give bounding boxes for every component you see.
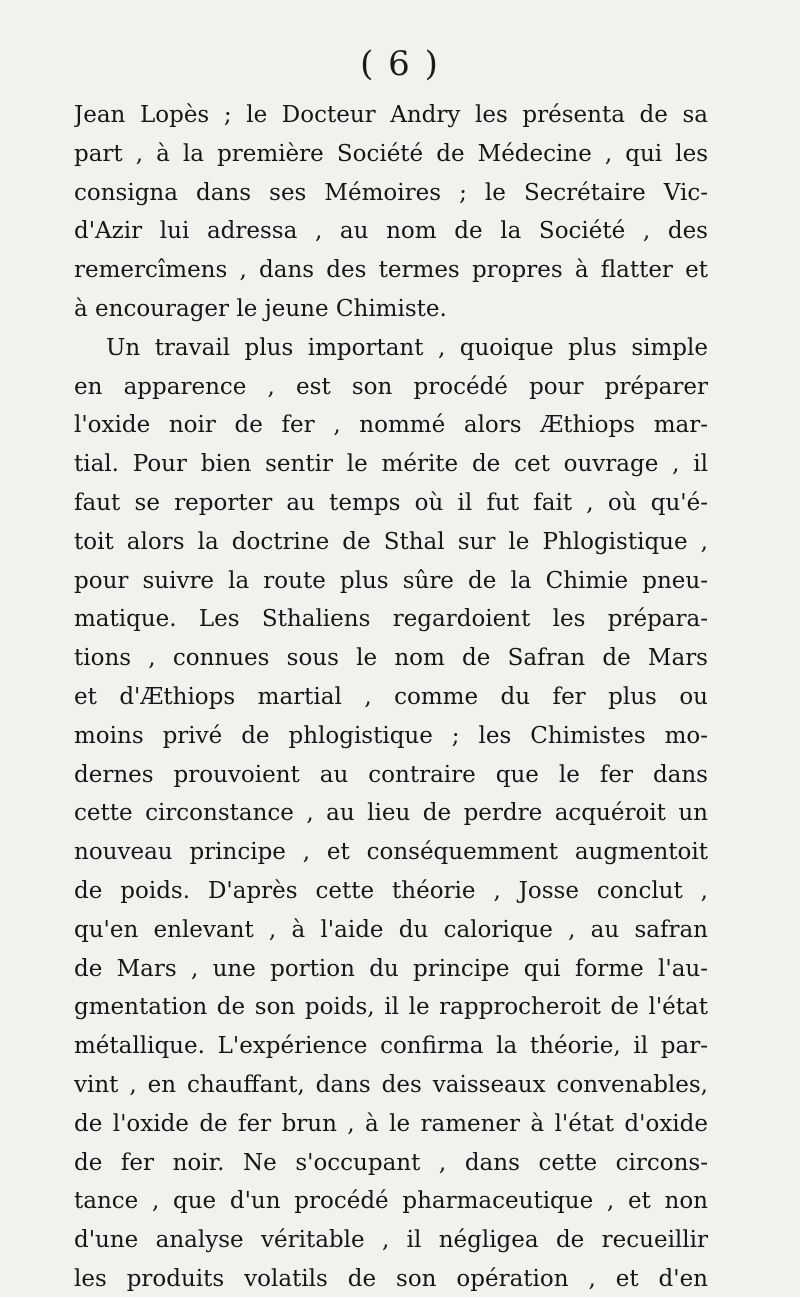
- text-line: tial. Pour bien sentir le mérite de cet ouvrage , il: [74, 451, 708, 478]
- text-line: et d'Æthiops martial , comme du fer plus ou: [74, 683, 708, 710]
- text-line: d'une analyse véritable , il négligea de recueillir: [74, 1227, 708, 1254]
- text-line: en apparence , est son procédé pour préparer: [74, 373, 708, 400]
- text-line: à encourager le jeune Chimiste.: [74, 295, 447, 322]
- text-line: cette circonstance , au lieu de perdre acquéroit un: [74, 800, 708, 827]
- page-number: ( 6 ): [360, 44, 440, 84]
- text-line: consigna dans ses Mémoires ; le Secrétaire Vic-: [74, 179, 708, 206]
- text-line: matique. Les Sthaliens regardoient les prépara-: [74, 606, 708, 633]
- text-line: l'oxide noir de fer , nommé alors Æthiops mar-: [74, 412, 708, 439]
- text-line: d'Azir lui adressa , au nom de la Société , des: [74, 218, 708, 245]
- text-line: remercîmens , dans des termes propres à flatter et: [74, 257, 708, 284]
- text-line: Jean Lopès ; le Docteur Andry les présenta de sa: [74, 102, 708, 128]
- text-line: tance , que d'un procédé pharmaceutique , et non: [74, 1188, 708, 1215]
- text-line: vint , en chauffant, dans des vaisseaux convenables,: [74, 1071, 708, 1098]
- text-line: qu'en enlevant , à l'aide du calorique , au safran: [74, 916, 708, 943]
- text-line: de l'oxide de fer brun , à le ramener à l'état d'oxide: [74, 1110, 708, 1137]
- text-line: toit alors la doctrine de Sthal sur le Phlogistique ,: [74, 528, 708, 555]
- text-line: dernes prouvoient au contraire que le fer dans: [74, 761, 708, 788]
- text-line: moins privé de phlogistique ; les Chimistes mo-: [74, 722, 708, 749]
- text-line: faut se reporter au temps où il fut fait , où qu'é-: [74, 489, 708, 516]
- text-line: tions , connues sous le nom de Safran de Mars: [74, 645, 708, 672]
- body-text: [74, 96, 708, 1299]
- text-line: métallique. L'expérience confirma la théorie, il par-: [74, 1033, 708, 1060]
- text-line: gmentation de son poids, il le rapprocheroit de l'état: [74, 994, 708, 1021]
- text-line: pour suivre la route plus sûre de la Chimie pneu-: [74, 567, 708, 594]
- paragraph-start-line: Un travail plus important , quoique plus simple: [106, 334, 708, 361]
- text-line: de fer noir. Ne s'occupant , dans cette circons-: [74, 1149, 708, 1176]
- text-line: de Mars , une portion du principe qui forme l'au-: [74, 955, 708, 982]
- text-line: les produits volatils de son opération , et d'en: [74, 1265, 708, 1292]
- text-line: part , à la première Société de Médecine , qui les: [74, 140, 708, 167]
- text-line: de poids. D'après cette théorie , Josse conclut ,: [74, 877, 708, 904]
- text-line: nouveau principe , et conséquemment augmentoit: [74, 839, 708, 866]
